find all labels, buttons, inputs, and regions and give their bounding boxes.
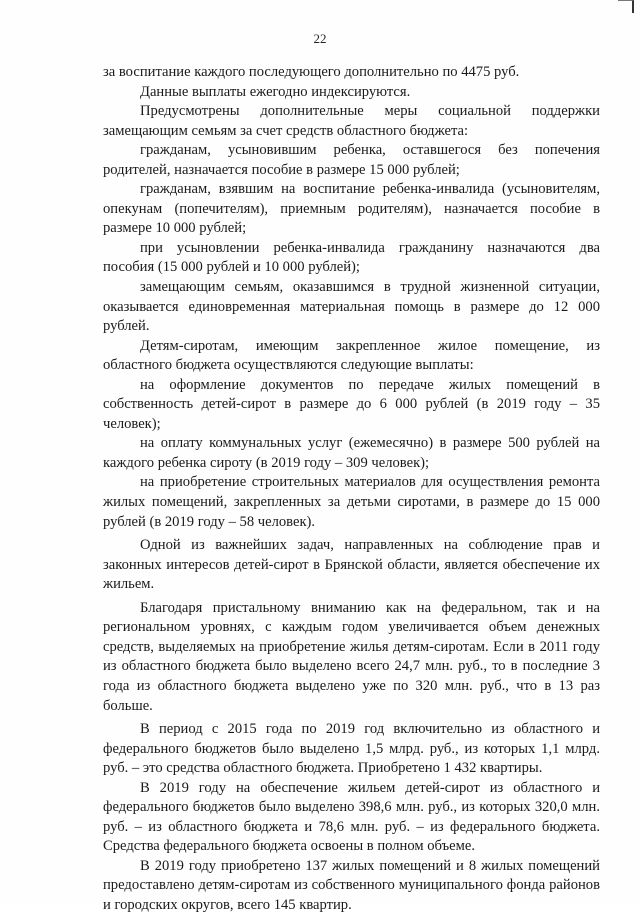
paragraph-8: Детям-сиротам, имеющим закрепленное жилое помещение, из областного бюджета осуществляются следующие выплаты: bbox=[103, 337, 600, 374]
scan-corner-mark bbox=[618, 0, 634, 13]
paragraph-6: при усыновлении ребенка-инвалида гражданину назначаются два пособия (15 000 рублей и 10 000 рублей); bbox=[103, 239, 600, 276]
paragraph-13: Благодаря пристальному вниманию как на федеральном, так и на региональном уровнях, с каждым годом увеличивается объем денежных средств, выделяемых на приобретение жилья детям-сиротам. Если в 2011 году из областного бюджета было выделено всего 24,7 млн. руб., то в последние 3 года из областного бюджета выделено уже по 320 млн. руб., что в 13 раз больше. bbox=[103, 599, 600, 714]
paragraph-2: Данные выплаты ежегодно индексируются. bbox=[140, 83, 411, 100]
document-body bbox=[103, 63, 600, 916]
paragraph-3: Предусмотрены дополнительные меры социальной поддержки замещающим семьям за счет средств областного бюджета: bbox=[103, 103, 600, 139]
paragraph-11: на приобретение строительных материалов для осуществления ремонта жилых помещений, закрепленных за детьми сиротами, в размере до 15 000 рублей (в 2019 году – 58 человек). bbox=[103, 474, 600, 530]
paragraph-16: В 2019 году приобретено 137 жилых помещений и 8 жилых помещений предоставлено детям-сиротам из собственного муниципального фонда районов и городских округов, всего 145 квартир. bbox=[103, 857, 600, 913]
page-number: 22 bbox=[313, 31, 327, 46]
paragraph-5: гражданам, взявшим на воспитание ребенка-инвалида (усыновителям, опекунам (попечителям), приемным родителям), назначается пособие в размере 10 000 рублей; bbox=[103, 181, 600, 237]
paragraph-4: гражданам, усыновившим ребенка, оставшегося без попечения родителей, назначается пособие в размере 15 000 рублей; bbox=[103, 142, 600, 178]
paragraph-1: за воспитание каждого последующего дополнительно по 4475 руб. bbox=[103, 64, 520, 80]
paragraph-12: Одной из важнейших задач, направленных на соблюдение прав и законных интересов детей-сирот в Брянской области, является обеспечение их жильем. bbox=[103, 537, 600, 593]
paragraph-7: замещающим семьям, оказавшимся в трудной жизненной ситуации, оказывается единовременная материальная помощь в размере до 12 000 рублей. bbox=[103, 279, 600, 335]
paragraph-10: на оплату коммунальных услуг (ежемесячно) в размере 500 рублей на каждого ребенка сироту (в 2019 году – 309 человек); bbox=[103, 435, 600, 471]
paragraph-15: В 2019 году на обеспечение жильем детей-сирот из областного и федерального бюджетов было выделено 398,6 млн. руб., из которых 320,0 млн. руб. – из областного бюджета и 78,6 млн. руб. – из федерального бюджета. Средства федерального бюджета освоены в полном объеме. bbox=[103, 779, 600, 855]
paragraph-9: на оформление документов по передаче жилых помещений в собственность детей-сирот в размере до 6 000 рублей (в 2019 году – 35 человек); bbox=[103, 376, 600, 432]
paragraph-14: В период с 2015 года по 2019 год включительно из областного и федерального бюджетов было выделено 1,5 млрд. руб., из которых 1,1 млрд. руб. – это средства областного бюджета. Приобретено 1 432 квартиры. bbox=[103, 721, 600, 777]
